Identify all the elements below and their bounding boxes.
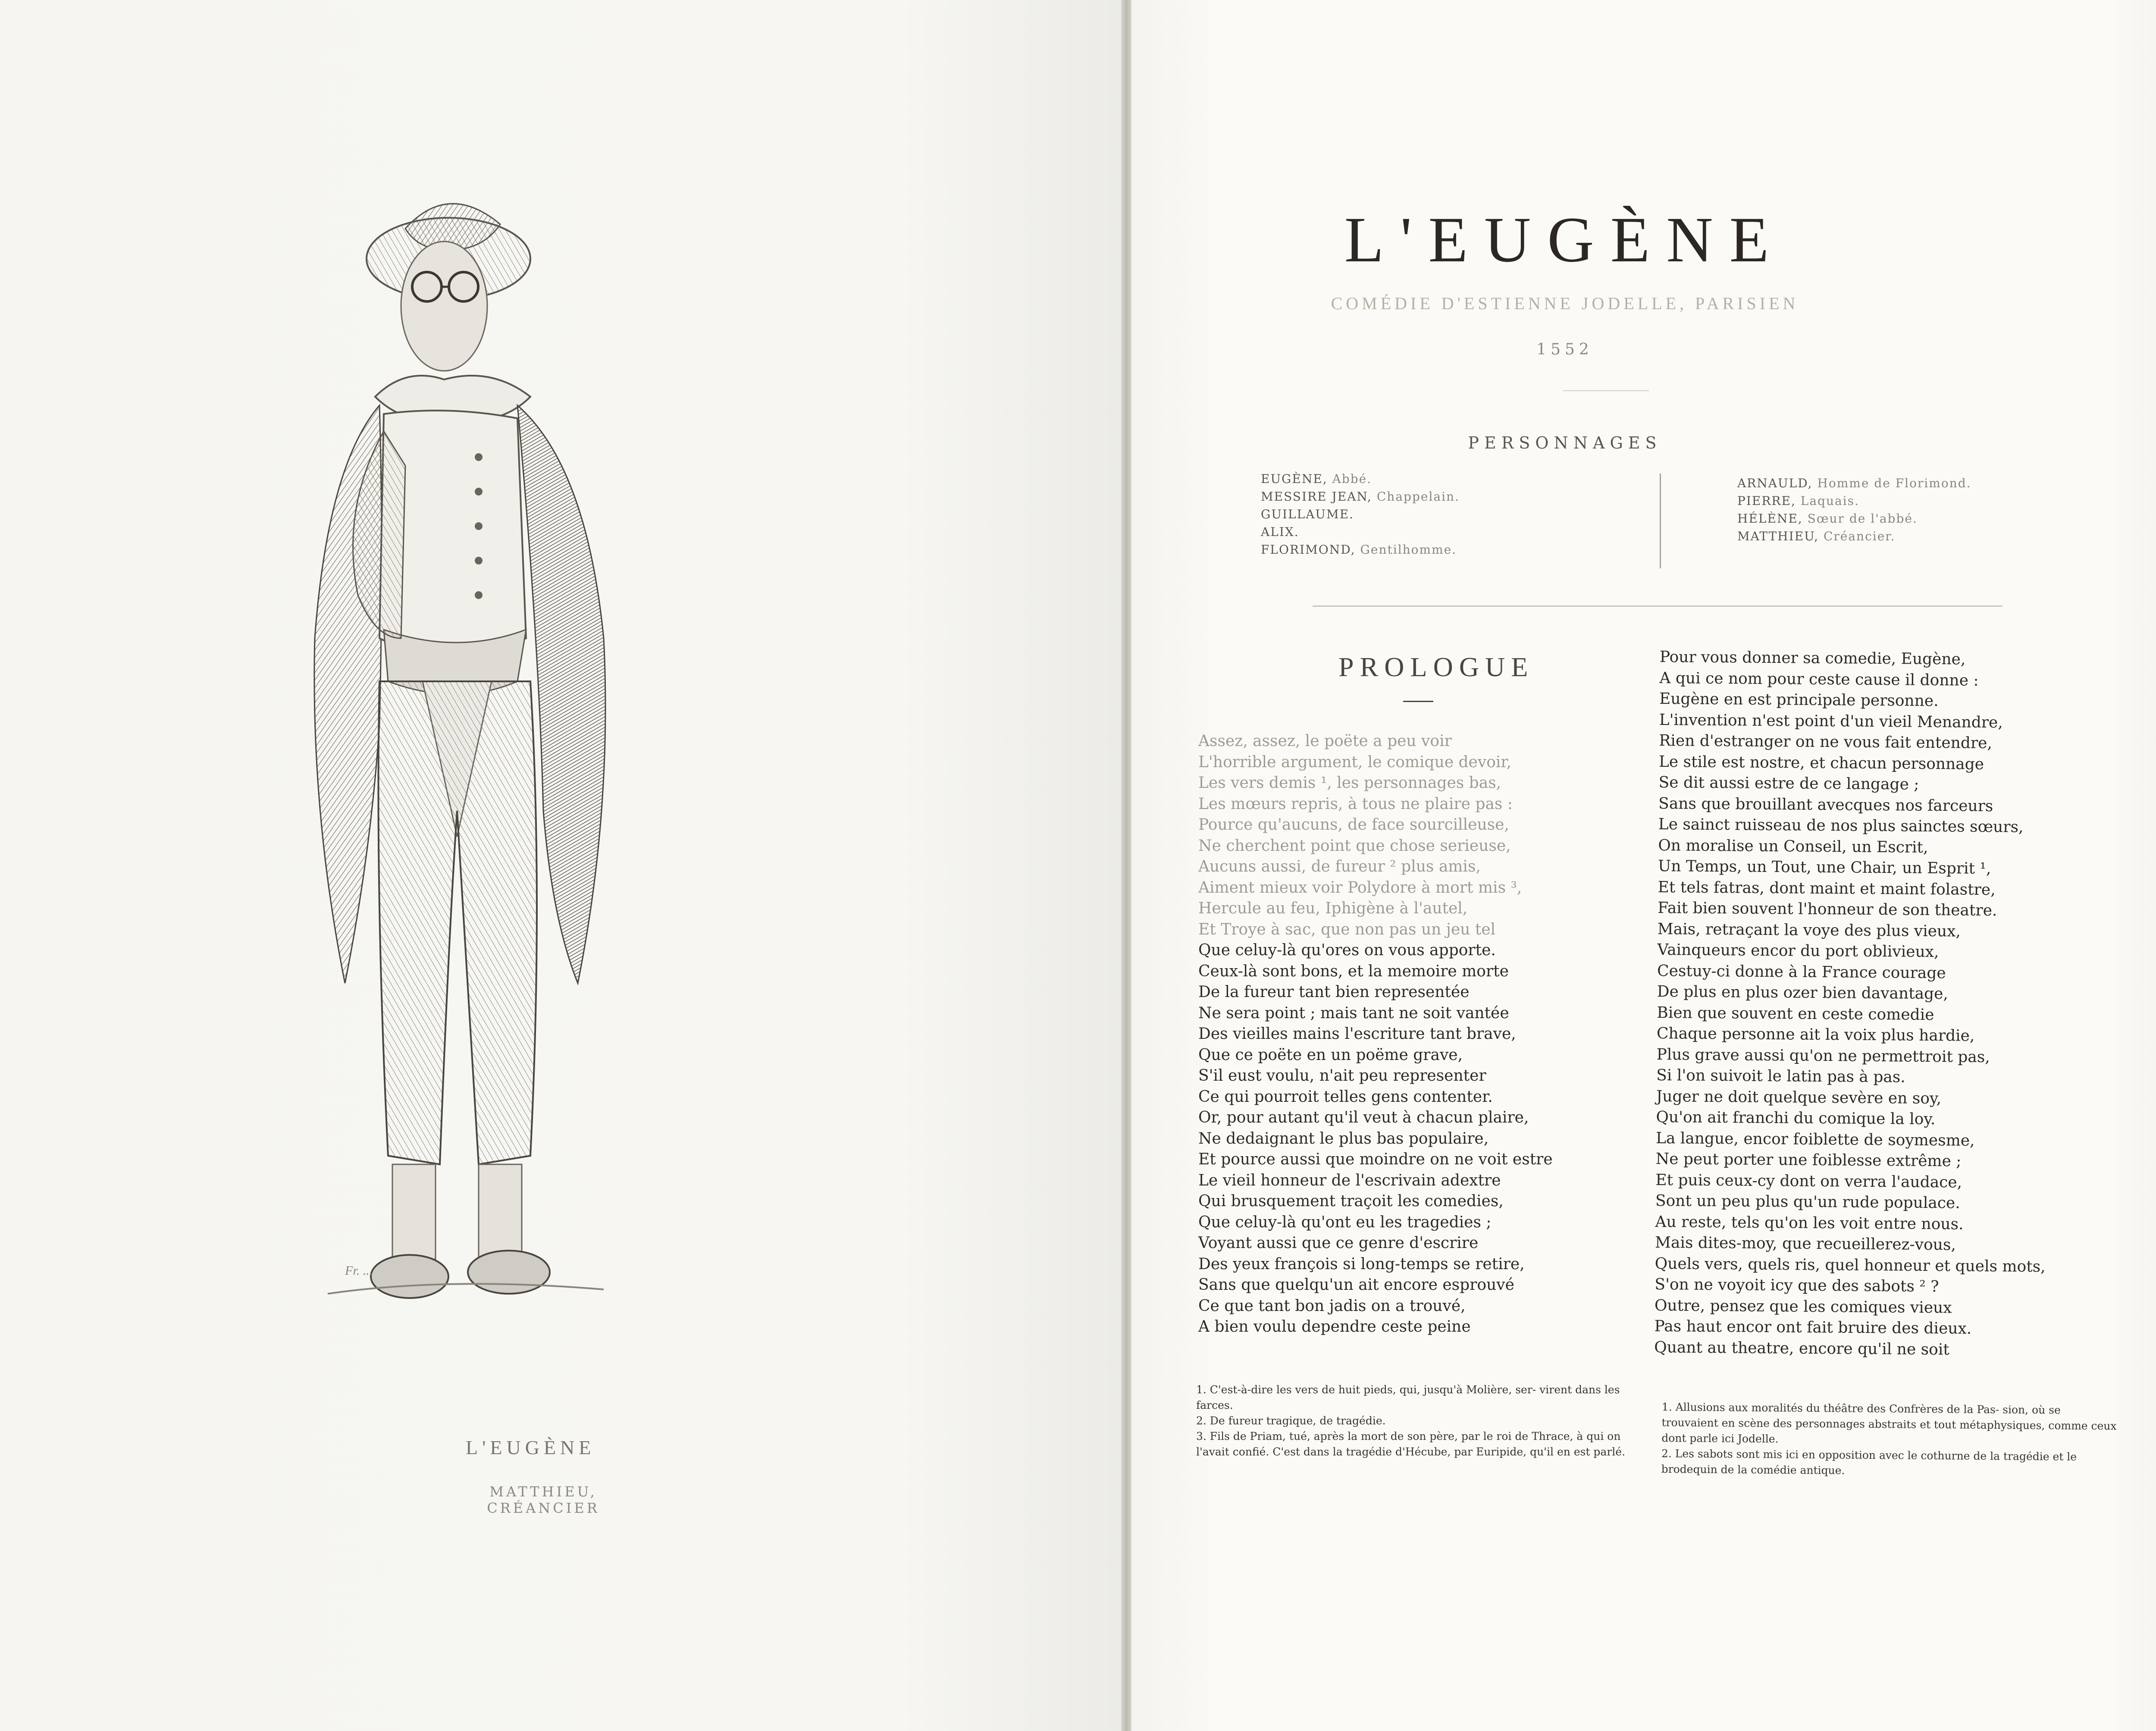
verse-line: Sont un peu plus qu'un rude populace. (1655, 1192, 1960, 1212)
verse-line: Ceux-là sont bons, et la memoire morte (1198, 962, 1509, 980)
verse-line: Que celuy-là qu'ont eu les tragedies ; (1198, 1213, 1492, 1231)
verse-line: Voyant aussi que ce genre d'escrire (1198, 1234, 1479, 1252)
verse-line: Des vieilles mains l'escriture tant brave, (1198, 1025, 1516, 1043)
verse-line: Assez, assez, le poëte a peu voir (1198, 732, 1452, 750)
cast-entry (1261, 505, 1563, 523)
cast-entry (1737, 527, 2039, 545)
cast-name: MATTHIEU, (1737, 529, 1819, 543)
cast-name: ALIX. (1261, 525, 1299, 539)
verse-line: Fait bien souvent l'honneur de son theatre. (1658, 899, 1997, 920)
verse-line: Se dit aussi estre de ce langage ; (1658, 773, 1919, 793)
verse-line: Un Temps, un Tout, une Chair, un Esprit ¹, (1658, 857, 1991, 878)
verse-line: A qui ce nom pour ceste cause il donne : (1659, 669, 1979, 690)
verse-line: Qu'on ait franchi du comique la loy. (1656, 1108, 1936, 1129)
verse-line: Pour vous donner sa comedie, Eugène, (1659, 648, 1966, 668)
footnote: 1. Allusions aux moralités du théâtre des Confrères de la Pas- sion, où se trouvaient en scène des personnages abstraits et tout métaphysiques, comme ceux dont parle ici Jodelle. (1661, 1401, 2117, 1446)
cast-name: HÉLÈNE, (1737, 511, 1803, 526)
verse-line: Eugène en est principale personne. (1659, 690, 1939, 710)
cast-entry (1737, 510, 2039, 527)
ornament-rule (1563, 390, 1649, 391)
verse-line: Quant au theatre, encore qu'il ne soit (1654, 1338, 1949, 1358)
cast-column-divider (1660, 474, 1661, 568)
verse-line: Plus grave aussi qu'on ne permettroit pas, (1656, 1045, 1990, 1066)
cast-list-right (1737, 474, 2039, 545)
verse-line: Et Troye à sac, que non pas un jeu tel (1198, 920, 1496, 938)
verse-line: Juger ne doit quelque sevère en soy, (1656, 1087, 1942, 1107)
verse-line: Et tels fatras, dont maint et maint folastre, (1658, 878, 1996, 899)
cast-role: Chappelain. (1372, 489, 1460, 504)
verse-line: Ne peut porter une foiblesse extrême ; (1655, 1150, 1962, 1170)
verse-line: Ne dedaignant le plus bas populaire, (1198, 1129, 1489, 1148)
verse-line: Ce qui pourroit telles gens contenter. (1198, 1088, 1493, 1106)
verse-line: Et puis ceux-cy dont on verra l'audace, (1655, 1171, 1962, 1192)
footnote: 3. Fils de Priam, tué, après la mort de son père, par le roi de Thrace, à qui on l'avait confié. C'est dans la tragédie d'Hécube, par Euripide, qu'il en est parlé. (1196, 1430, 1626, 1458)
verse-line: Qui brusquement traçoit les comedies, (1198, 1192, 1504, 1210)
verse-line: Le sainct ruisseau de nos plus sainctes sœurs, (1658, 815, 2024, 836)
cast-name: PIERRE, (1737, 494, 1796, 508)
verse-line: Que ce poëte en un poëme grave, (1198, 1046, 1463, 1064)
cast-name: MESSIRE JEAN, (1261, 489, 1372, 504)
verse-line: Outre, pensez que les comiques vieux (1654, 1296, 1952, 1317)
verse-line: Sans que quelqu'un ait encore esprouvé (1198, 1276, 1514, 1294)
cast-name: FLORIMOND, (1261, 543, 1356, 557)
cast-role: Créancier. (1819, 529, 1896, 543)
verse-line: Au reste, tels qu'on les voit entre nous. (1655, 1213, 1964, 1233)
verse-line: Rien d'estranger on ne vous fait entendre, (1659, 731, 1993, 753)
verse-line: Que celuy-là qu'ores on vous apporte. (1198, 941, 1496, 959)
verse-line: Aucuns aussi, de fureur ² plus amis, (1198, 858, 1481, 875)
verse-line: Sans que brouillant avecques nos farceurs (1658, 794, 1993, 815)
verse-line: Bien que souvent en ceste comedie (1657, 1003, 1934, 1024)
verse-line: Les mœurs repris, à tous ne plaire pas : (1198, 795, 1513, 813)
cast-entry (1261, 470, 1563, 488)
verse-line: Ce que tant bon jadis on a trouvé, (1198, 1297, 1466, 1315)
verse-line: Ne cherchent point que chose serieuse, (1198, 837, 1511, 855)
cast-name: GUILLAUME. (1261, 507, 1354, 521)
verse-line: Aiment mieux voir Polydore à mort mis ³, (1198, 878, 1522, 897)
verse-line: Mais dites-moy, que recueillerez-vous, (1655, 1233, 1956, 1254)
verse-line: Ne sera point ; mais tant ne soit vantée (1198, 1004, 1509, 1022)
engraver-signature: Fr. ... (345, 1264, 373, 1278)
verse-line: Or, pour autant qu'il veut à chacun plaire, (1198, 1109, 1529, 1126)
personnages-heading: PERSONNAGES (1468, 433, 1662, 452)
verse-line: Cestuy-ci donne à la France courage (1657, 962, 1946, 982)
verse-line: Chaque personne ait la voix plus hardie, (1656, 1024, 1975, 1045)
verse-line: De la fureur tant bien representée (1198, 983, 1470, 1001)
cast-role: Laquais. (1796, 494, 1859, 508)
verse-line: S'on ne voyoit icy que des sabots ² ? (1655, 1275, 1939, 1296)
cast-role: Abbé. (1327, 472, 1372, 486)
cast-entry (1261, 488, 1563, 505)
verse-line: S'il eust voulu, n'ait peu representer (1198, 1067, 1486, 1085)
page-subtitle: COMÉDIE D'ESTIENNE JODELLE, PARISIEN (1331, 294, 1799, 313)
verse-column-2 (1654, 647, 2134, 1362)
footnote: 2. Les sabots sont mis ici en opposition avec le cothurne de la tragédie et le brodequin de la comédie antique. (1661, 1447, 2077, 1477)
verse-line: L'horrible argument, le comique devoir, (1198, 753, 1512, 771)
cast-list-left (1261, 470, 1563, 558)
verse-line: Mais, retraçant la voye des plus vieux, (1657, 920, 1961, 941)
verse-line: Et pource aussi que moindre on ne voit estre (1198, 1151, 1553, 1168)
plate-title: L'EUGÈNE (466, 1436, 595, 1458)
publication-year: 1552 (1536, 341, 1593, 358)
page-title: L'EUGÈNE (1344, 204, 1786, 276)
verse-line: De plus en plus ozer bien davantage, (1657, 982, 1949, 1003)
verse-line: Pource qu'aucuns, de face sourcilleuse, (1198, 816, 1509, 834)
verse-line: Hercule au feu, Iphigène à l'autel, (1198, 900, 1468, 917)
verse-line: Vainqueurs encor du port oblivieux, (1657, 941, 1939, 961)
verse-line: Des yeux françois si long-temps se retire, (1198, 1255, 1525, 1273)
prologue-heading: PROLOGUE (1338, 652, 1534, 682)
footnotes-column-1 (1196, 1382, 1640, 1460)
section-rule (1313, 605, 2002, 607)
cast-entry (1261, 523, 1563, 541)
plate-caption-character: MATTHIEU, CRÉANCIER (487, 1483, 600, 1516)
verse-line: On moralise un Conseil, un Escrit, (1658, 836, 1928, 856)
verse-line: Les vers demis ¹, les personnages bas, (1198, 774, 1501, 792)
verse-line: Quels vers, quels ris, quel honneur et quels mots, (1655, 1254, 2046, 1276)
footnote: 2. De fureur tragique, de tragédie. (1196, 1414, 1386, 1427)
verse-line: Le vieil honneur de l'escrivain adextre (1198, 1171, 1501, 1189)
cast-name: EUGÈNE, (1261, 472, 1328, 486)
cast-name: ARNAULD, (1737, 476, 1813, 490)
engraved-figure-illustration (276, 164, 802, 1380)
cast-entry (1261, 541, 1563, 558)
right-page-text (1131, 0, 2156, 1731)
verse-line: A bien voulu dependre ceste peine (1198, 1318, 1471, 1336)
verse-line: L'invention n'est point d'un vieil Menandre, (1659, 711, 2003, 731)
cast-entry (1737, 474, 2039, 492)
cast-role: Gentilhomme. (1355, 543, 1457, 557)
footnote: 1. C'est-à-dire les vers de huit pieds, qui, jusqu'à Molière, ser- virent dans les farces. (1196, 1383, 1620, 1411)
verse-column-1 (1198, 731, 1630, 1338)
footnotes-column-2 (1661, 1399, 2119, 1480)
book-gutter (1121, 0, 1131, 1731)
cast-role: Sœur de l'abbé. (1802, 511, 1918, 526)
verse-line: La langue, encor foiblette de soymesme, (1655, 1129, 1975, 1150)
cast-role: Homme de Florimond. (1812, 476, 1971, 490)
verse-line: Pas haut encor ont fait bruire des dieux. (1654, 1317, 1972, 1338)
cast-entry (1737, 492, 2039, 510)
verse-line: Si l'on suivoit le latin pas à pas. (1656, 1066, 1905, 1086)
verse-line: Le stile est nostre, et chacun personnage (1658, 753, 1984, 773)
prologue-underline (1403, 701, 1433, 702)
